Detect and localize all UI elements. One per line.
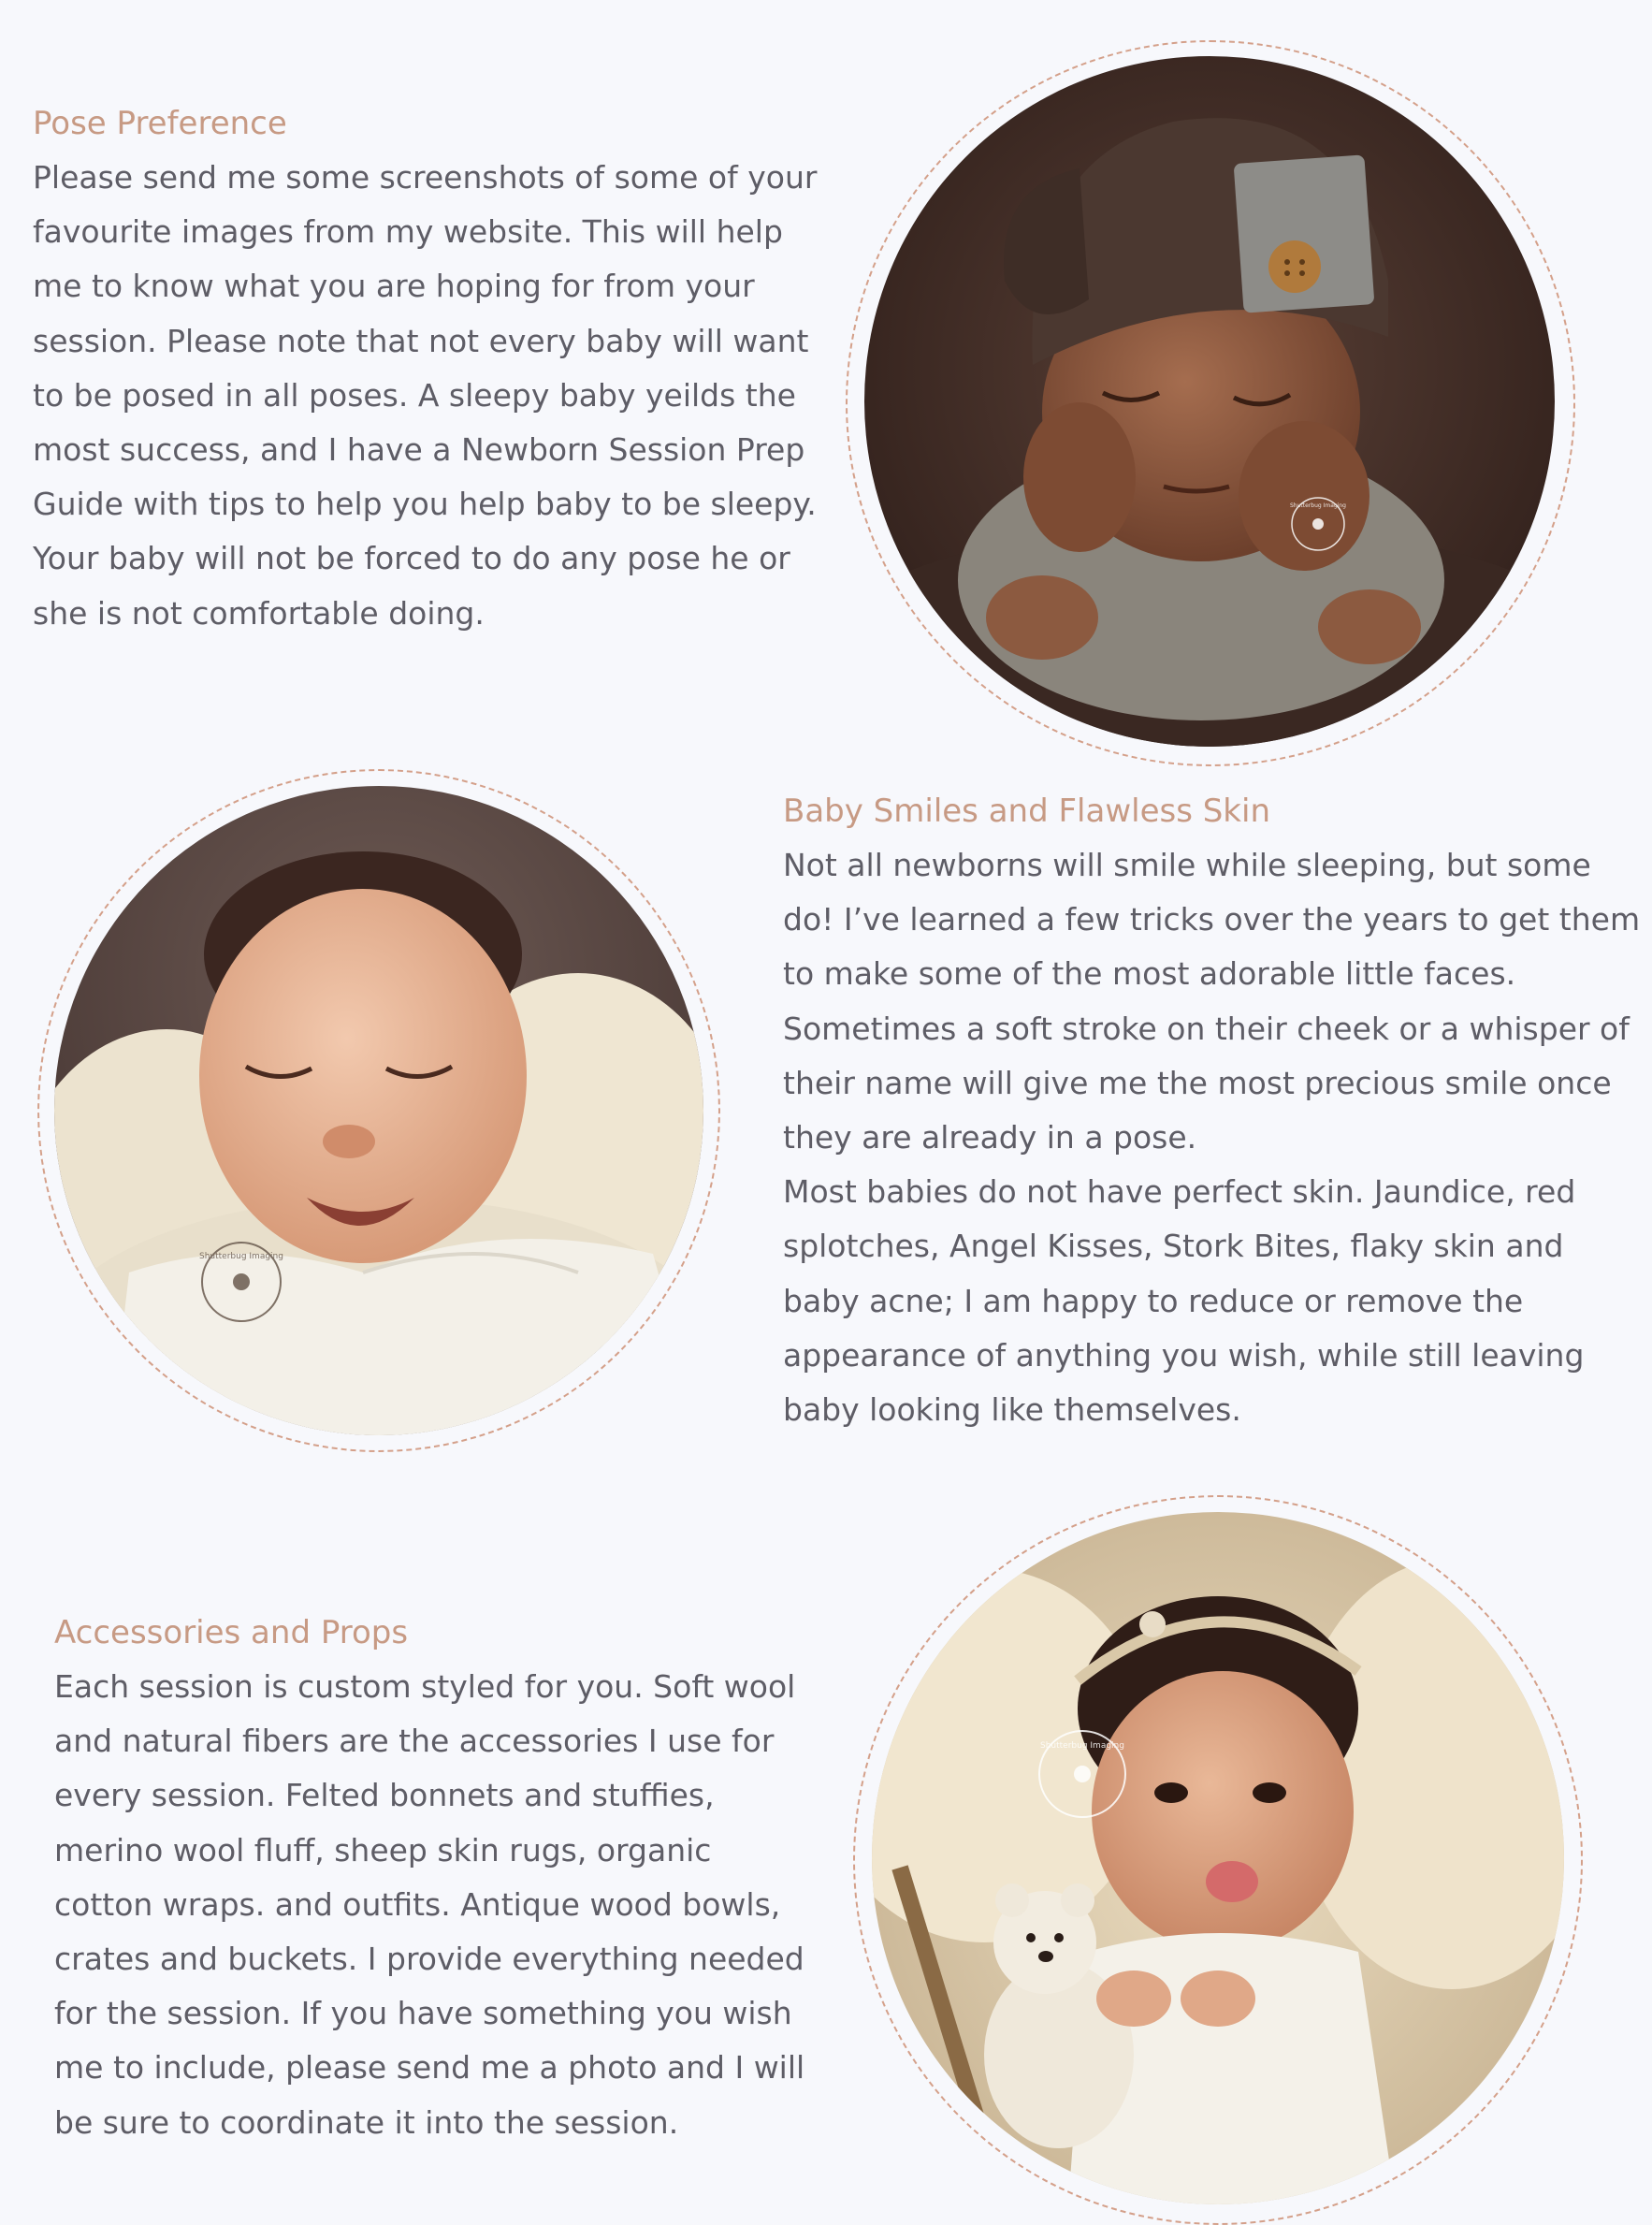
text-line: she is not comfortable doing. [33, 594, 485, 632]
section-title-baby-smiles: Baby Smiles and Flawless Skin [783, 793, 1270, 830]
svg-text:Shutterbug Imaging: Shutterbug Imaging [1290, 502, 1346, 509]
photo-smiling-newborn-wrapped [54, 786, 703, 1435]
text-line: be sure to coordinate it into the session. [54, 2103, 679, 2141]
section-body-pose-preference [33, 151, 817, 641]
text-line: appearance of anything you wish, while still leaving [783, 1336, 1585, 1374]
svg-text:Shutterbug Imaging: Shutterbug Imaging [1040, 1741, 1124, 1751]
text-line: to be posed in all poses. A sleepy baby yeilds the [33, 376, 796, 414]
section-title-accessories-props: Accessories and Props [54, 1614, 409, 1651]
section-body-accessories-props [54, 1660, 804, 2150]
text-line: favourite images from my website. This will help [33, 213, 783, 251]
text-line: Guide with tips to help you help baby to be sleepy. [33, 486, 817, 523]
text-line: Your baby will not be forced to do any pose he or [33, 540, 790, 577]
photo-newborn-with-teddy-bear [872, 1512, 1564, 2204]
svg-text:Shutterbug Imaging: Shutterbug Imaging [199, 1252, 283, 1261]
text-line: do! I’ve learned a few tricks over the years to get them [783, 901, 1641, 938]
text-line: for the session. If you have something you wish [54, 1995, 792, 2032]
text-line: and natural fibers are the accessories I use for [54, 1723, 775, 1760]
text-line: Most babies do not have perfect skin. Jaundice, red [783, 1173, 1576, 1211]
text-line: baby looking like themselves. [783, 1391, 1241, 1429]
text-line: merino wool fluff, sheep skin rugs, organic [54, 1831, 712, 1869]
text-line: Each session is custom styled for you. Soft wool [54, 1668, 796, 1705]
text-line: they are already in a pose. [783, 1119, 1197, 1156]
text-line: cotton wraps. and outfits. Antique wood bowls, [54, 1885, 781, 1923]
text-line: me to include, please send me a photo and I will [54, 2049, 805, 2087]
text-line: Sometimes a soft stroke on their cheek or a whisper of [783, 1010, 1630, 1047]
text-line: most success, and I have a Newborn Session Prep [33, 431, 805, 469]
text-line: baby acne; I am happy to reduce or remove the [783, 1282, 1524, 1319]
text-line: session. Please note that not every baby will want [33, 322, 809, 359]
section-title-pose-preference: Pose Preference [33, 105, 287, 142]
text-line: every session. Felted bonnets and stuffies, [54, 1777, 715, 1814]
photo-sleeping-newborn-knit-hat [864, 56, 1555, 747]
text-line: to make some of the most adorable little faces. [783, 955, 1516, 993]
text-line: me to know what you are hoping for from your [33, 268, 755, 305]
text-line: Not all newborns will smile while sleeping, but some [783, 847, 1591, 883]
text-line: crates and buckets. I provide everything needed [54, 1941, 804, 1978]
text-line: their name will give me the most precious smile once [783, 1064, 1612, 1101]
text-line: Please send me some screenshots of some of your [33, 159, 818, 196]
text-line: splotches, Angel Kisses, Stork Bites, flaky skin and [783, 1228, 1564, 1265]
section-body-baby-smiles [783, 838, 1640, 1437]
